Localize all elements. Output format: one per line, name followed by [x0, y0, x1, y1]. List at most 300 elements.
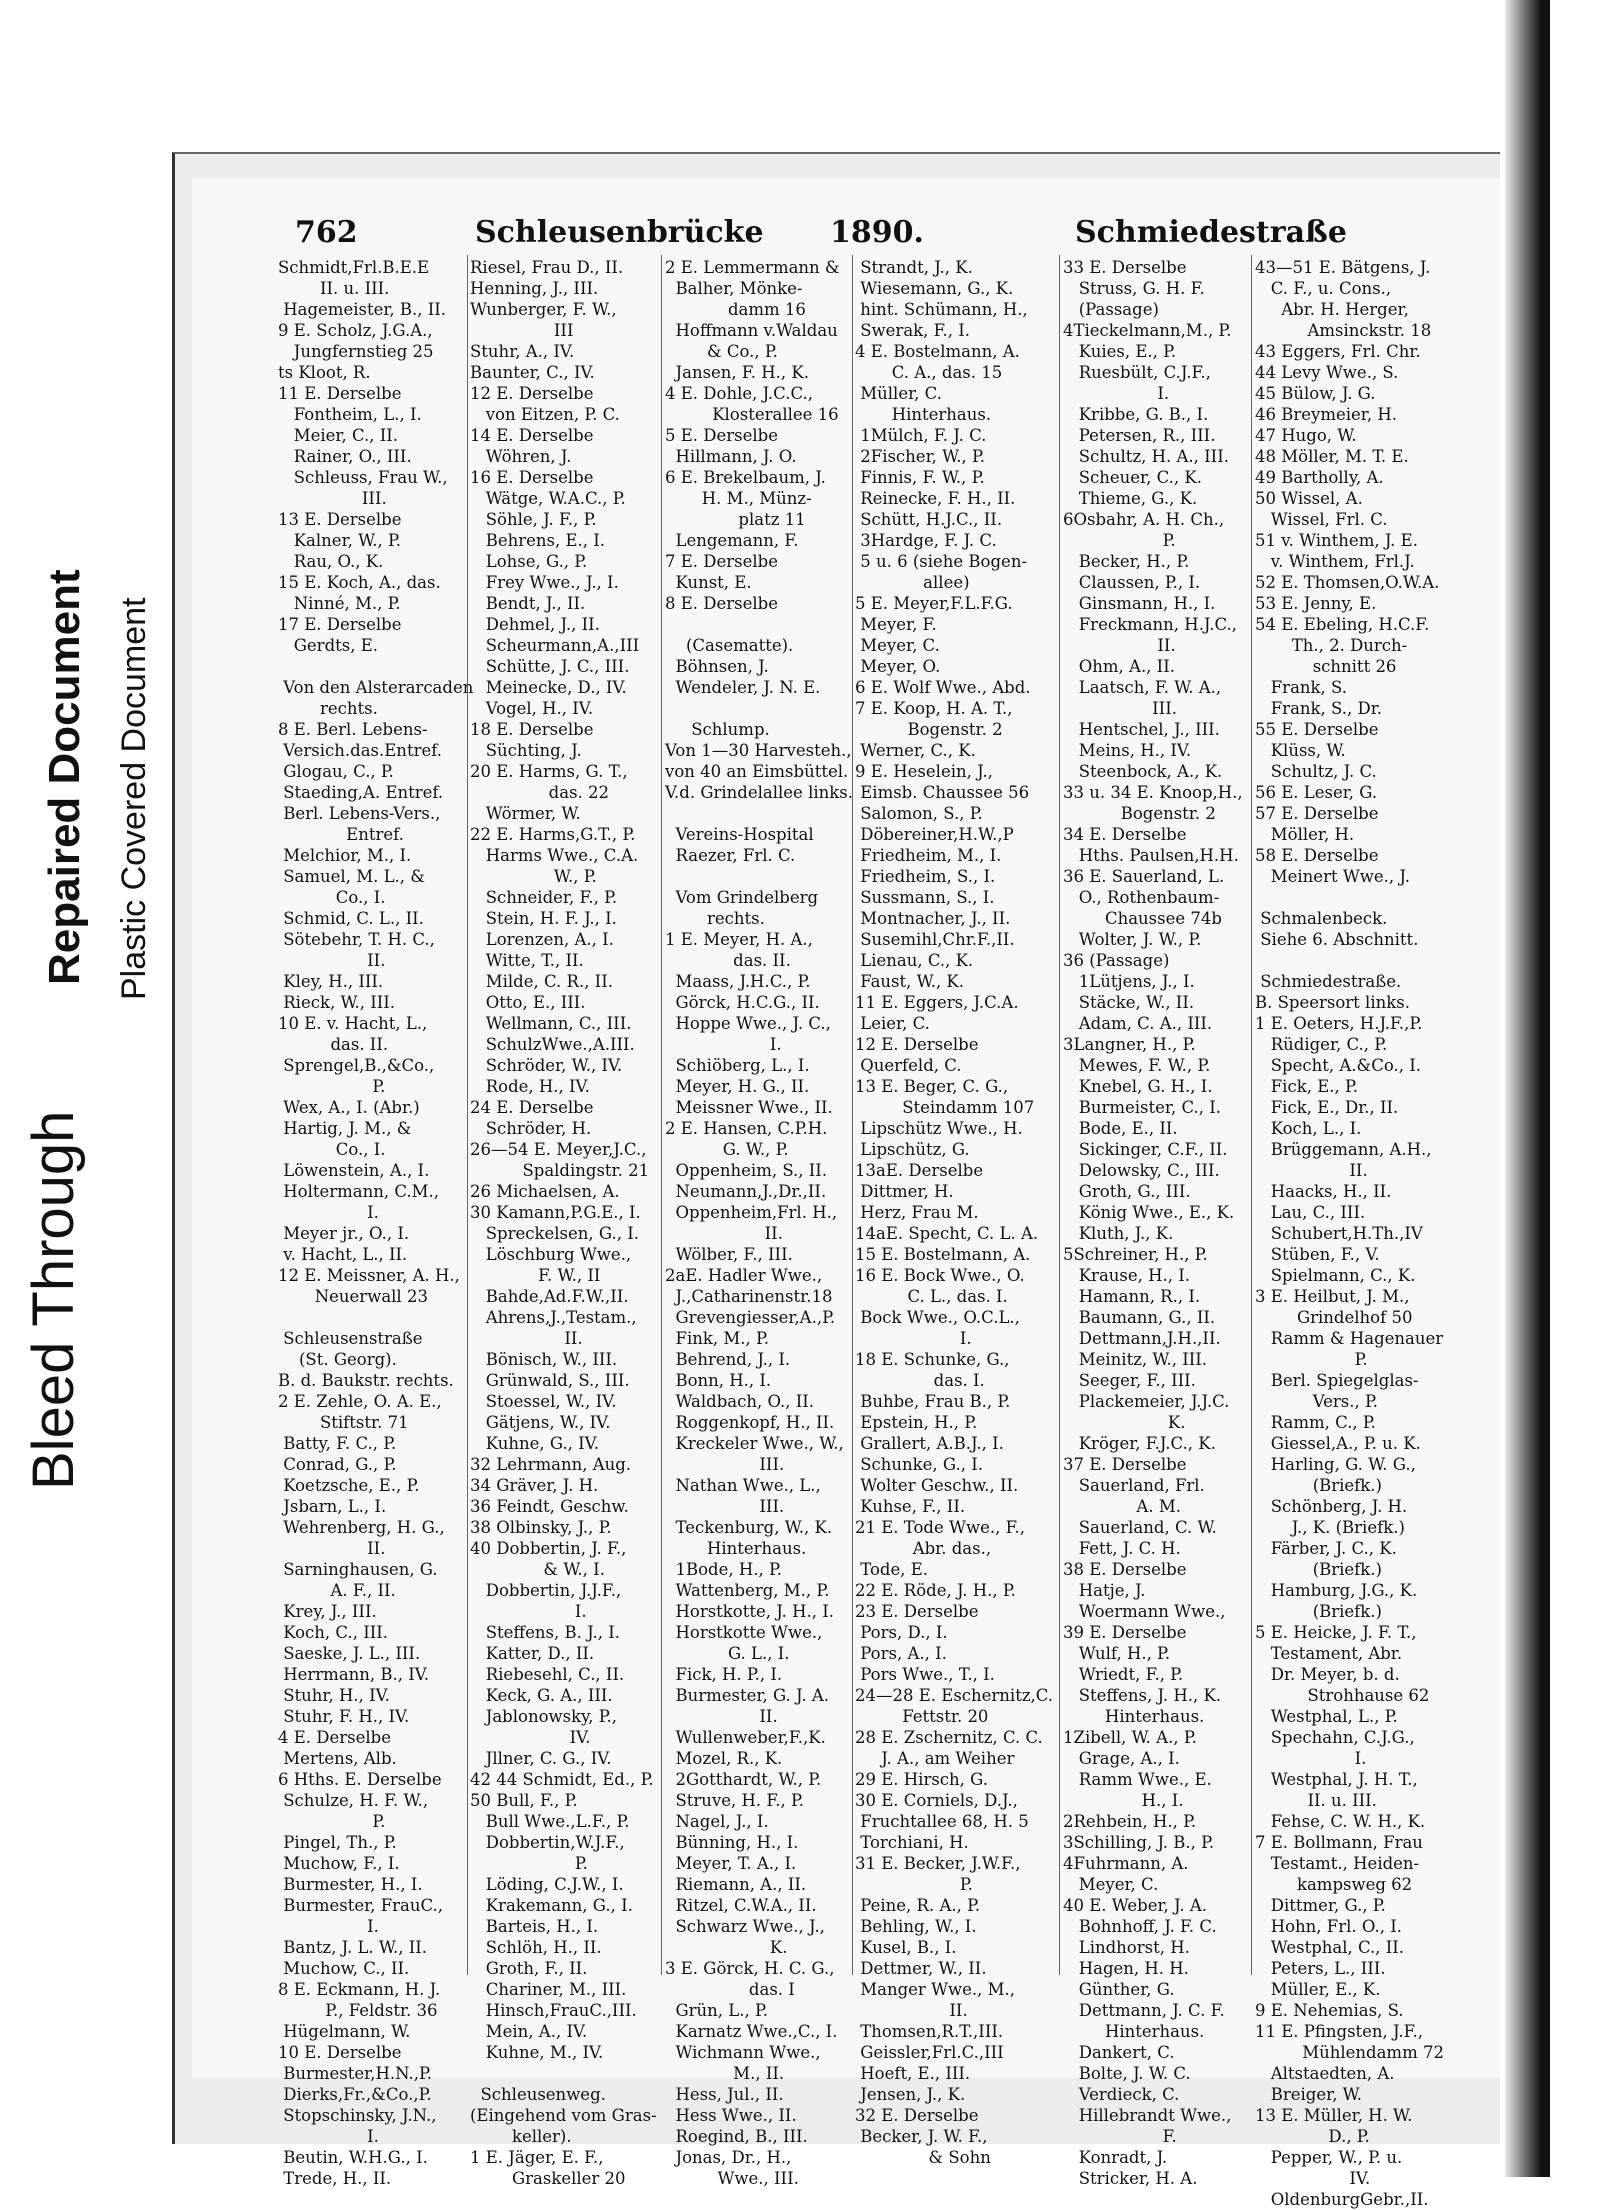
directory-line: 24 E. Derselbe [470, 1098, 594, 1117]
directory-line: Melchior, M., I. [278, 846, 412, 865]
directory-line: 14 E. Derselbe [470, 426, 594, 445]
directory-line: Tode, E. [855, 1560, 929, 1579]
directory-line: Groth, F., II. [470, 1959, 588, 1978]
directory-line: Löschburg Wwe., [470, 1245, 632, 1264]
directory-line: 1Zibell, W. A., P. [1063, 1728, 1197, 1747]
directory-line: G. W., P. [665, 1140, 789, 1159]
directory-line: Hentschel, J., III. [1063, 720, 1220, 739]
directory-line: 8 E. Eckmann, H. J. [278, 1980, 441, 1999]
directory-line: Von 1—30 Harvesteh., [665, 741, 852, 760]
directory-line: 11 E. Derselbe [278, 384, 402, 403]
directory-line: II. [665, 1224, 783, 1243]
directory-line: 45 Bülow, J. G. [1255, 384, 1376, 403]
directory-line: Sussmann, S., I. [855, 888, 995, 907]
directory-line: & W., I. [470, 1560, 605, 1579]
directory-column-6 [1255, 257, 1455, 2210]
directory-line: Chaussee 74b [1063, 909, 1222, 928]
directory-line: Oppenheim,Frl. H., [665, 1203, 838, 1222]
directory-line: II. u. III. [278, 279, 390, 298]
directory-line: Söhle, J. F., P. [470, 510, 597, 529]
directory-line: Jungfernstieg 25 [278, 342, 434, 361]
directory-line: III. [665, 1497, 785, 1516]
directory-line: 1 E. Meyer, H. A., [665, 930, 813, 949]
directory-line: Rode, H., IV. [470, 1077, 590, 1096]
directory-line: Kusel, B., I. [855, 1938, 957, 1957]
directory-line: 14aE. Specht, C. L. A. [855, 1224, 1039, 1243]
directory-line: Bock Wwe., O.C.L., [855, 1308, 1020, 1327]
directory-line: Fett, J. C. H. [1063, 1539, 1181, 1558]
directory-line: Stäcke, W., II. [1063, 993, 1195, 1012]
directory-line: Schröder, W., IV. [470, 1056, 623, 1075]
directory-line: Schubert,H.Th.,IV [1255, 1224, 1423, 1243]
directory-line: Karnatz Wwe.,C., I. [665, 2022, 838, 2041]
directory-line: Dittmer, G., P. [1255, 1896, 1386, 1915]
directory-line: Rieck, W., III. [278, 993, 396, 1012]
directory-line: Vom Grindelberg [665, 888, 819, 907]
directory-line: Ritzel, C.W.A., II. [665, 1896, 817, 1915]
directory-line: 39 E. Derselbe [1063, 1623, 1187, 1642]
directory-line: Hinterhaus. [1063, 1707, 1205, 1726]
directory-line: 9 E. Heselein, J., [855, 762, 993, 781]
directory-line: 40 E. Weber, J. A. [1063, 1896, 1208, 1915]
directory-line: Verdieck, C. [1063, 2085, 1180, 2104]
directory-line: Specht, A.&Co., I. [1255, 1056, 1421, 1075]
directory-line: Meyer, O. [855, 657, 941, 676]
directory-line: 4 E. Dohle, J.C.C., [665, 384, 813, 403]
directory-line: IV. [470, 1728, 591, 1747]
directory-line: Beutin, W.H.G., I. [278, 2148, 428, 2167]
directory-line: Spechahn, C.J.G., [1255, 1728, 1415, 1747]
directory-line: Lengemann, F. [665, 531, 799, 550]
directory-line: (Passage) [1063, 300, 1159, 319]
directory-line: 12 E. Derselbe [470, 384, 594, 403]
directory-line: Meyer, F. [855, 615, 937, 634]
directory-line: 48 Möller, M. T. E. [1255, 447, 1409, 466]
directory-line: G. L., I. [665, 1644, 790, 1663]
directory-line: Susemihl,Chr.F.,II. [855, 930, 1015, 949]
directory-line: Kluth, J., K. [1063, 1224, 1174, 1243]
directory-line: V.d. Grindelallee links. [665, 783, 853, 802]
directory-line: Hohn, Frl. O., I. [1255, 1917, 1402, 1936]
directory-line [665, 698, 875, 719]
directory-line: Berl. Lebens-Vers., [278, 804, 441, 823]
directory-line: Thomsen,R.T.,III. [855, 2022, 1004, 2041]
directory-line: Riebesehl, C., II. [470, 1665, 625, 1684]
directory-line: Meyer jr., O., I. [278, 1224, 410, 1243]
directory-line: Grün, L., P. [665, 2001, 768, 2020]
directory-line: Rau, O., K. [278, 552, 384, 571]
directory-line: 16 E. Bock Wwe., O. [855, 1266, 1025, 1285]
directory-line: Ninné, M., P. [278, 594, 401, 613]
directory-line: Hügelmann, W. [278, 2022, 411, 2041]
directory-line: Dierks,Fr.,&Co.,P. [278, 2085, 432, 2104]
header-year: 1890. [830, 215, 924, 250]
directory-line: II. [1255, 1161, 1368, 1180]
directory-line: Bogenstr. 2 [1063, 804, 1216, 823]
directory-line: Schmiedestraße. [1255, 972, 1402, 991]
directory-line: 8 E. Derselbe [665, 594, 778, 613]
directory-line: Lohse, G., P. [470, 552, 588, 571]
directory-line: F. [1063, 2127, 1177, 2146]
directory-line: Holtermann, C.M., [278, 1182, 440, 1201]
directory-line: (Briefk.) [1255, 1476, 1382, 1495]
directory-line: Wöhren, J. [470, 447, 572, 466]
directory-line: I. [1255, 1749, 1367, 1768]
directory-line: Westphal, J. H. T., [1255, 1770, 1418, 1789]
directory-line [470, 2063, 680, 2084]
directory-line: Bolte, J. W. C. [1063, 2064, 1191, 2083]
directory-line: Bünning, H., I. [665, 1833, 799, 1852]
directory-line: Bode, E., II. [1063, 1119, 1178, 1138]
directory-line: A. F., II. [278, 1581, 396, 1600]
directory-line: Steffens, J. H., K. [1063, 1686, 1222, 1705]
directory-line: H., I. [1063, 1791, 1184, 1810]
directory-line: Fehse, C. W. H., K. [1255, 1812, 1426, 1831]
directory-line: 6 E. Brekelbaum, J. [665, 468, 826, 487]
directory-line: Scheuer, C., K. [1063, 468, 1202, 487]
directory-line: Abr. das., [855, 1539, 992, 1558]
directory-line: Ramm, C., P. [1255, 1413, 1376, 1432]
directory-line: Keck, G. A., III. [470, 1686, 613, 1705]
directory-line: 7 E. Koop, H. A. T., [855, 699, 1013, 718]
directory-line: Günther, G. [1063, 1980, 1175, 1999]
directory-line: Riemann, A., II. [665, 1875, 807, 1894]
directory-line: I. [278, 1917, 379, 1936]
directory-line: Fettstr. 20 [855, 1707, 989, 1726]
directory-line: 18 E. Derselbe [470, 720, 594, 739]
directory-line: Ohm, A., II. [1063, 657, 1175, 676]
directory-line: Haacks, H., II. [1255, 1182, 1392, 1201]
directory-line: Staeding,A. Entref. [278, 783, 444, 802]
directory-line: Pepper, W., P. u. [1255, 2148, 1403, 2167]
directory-line: Jsbarn, L., I. [278, 1497, 387, 1516]
directory-line: 3Hardge, F. J. C. [855, 531, 997, 550]
directory-line: Grünwald, S., III. [470, 1371, 630, 1390]
side-label-repaired-document: Repaired Document [40, 569, 89, 985]
directory-line: Wattenberg, M., P. [665, 1581, 830, 1600]
directory-line: Schleusenstraße [278, 1329, 423, 1348]
directory-line: Groth, G., III. [1063, 1182, 1191, 1201]
directory-line: Schiöberg, L., I. [665, 1056, 810, 1075]
directory-line [665, 803, 875, 824]
directory-line: Gätjens, W., IV. [470, 1413, 611, 1432]
directory-line: Klüss, W. [1255, 741, 1346, 760]
directory-line: II. [665, 1707, 778, 1726]
directory-line: Giessel,A., P. u. K. [1255, 1434, 1421, 1453]
directory-line: Kley, H., III. [278, 972, 384, 991]
directory-line: Schönberg, J. H. [1255, 1497, 1408, 1516]
directory-line: Friedheim, M., I. [855, 846, 1002, 865]
directory-line: Mertens, Alb. [278, 1749, 397, 1768]
directory-line: 3 E. Görck, H. C. G., [665, 1959, 835, 1978]
directory-line: Burmester, FrauC., [278, 1896, 444, 1915]
directory-line: 3 E. Heilbut, J. M., [1255, 1287, 1410, 1306]
directory-line: 26 Michaelsen, A. [470, 1182, 620, 1201]
directory-line: Steenbock, A., K. [1063, 762, 1223, 781]
directory-line: Hillmann, J. O. [665, 447, 797, 466]
directory-line: 11 E. Pfingsten, J.F., [1255, 2022, 1423, 2041]
directory-line: Wendeler, J. N. E. [665, 678, 821, 697]
directory-line: J. A., am Weiher [855, 1749, 1015, 1768]
directory-line: Entref. [278, 825, 404, 844]
directory-line: Abr. H. Herger, [1255, 300, 1409, 319]
directory-line: Meinert Wwe., J. [1255, 867, 1410, 886]
directory-line: Stiftstr. 71 [278, 1413, 409, 1432]
directory-line: Thieme, G., K. [1063, 489, 1198, 508]
directory-line: Hinterhaus. [1063, 2022, 1205, 2041]
directory-line: Stuhr, A., IV. [470, 342, 575, 361]
directory-line: Chariner, M., III. [470, 1980, 627, 1999]
directory-line: 16 E. Derselbe [470, 468, 594, 487]
directory-line: Hinterhaus. [855, 405, 992, 424]
directory-line: M., II. [665, 2064, 785, 2083]
directory-line: Müller, E., K. [1255, 1980, 1381, 1999]
directory-line: Stuhr, F. H., IV. [278, 1707, 410, 1726]
directory-line: Stricker, H. A. [1063, 2169, 1198, 2188]
directory-line: Oppenheim, S., II. [665, 1161, 828, 1180]
directory-line: 22 E. Harms,G.T., P. [470, 825, 636, 844]
directory-line: Siehe 6. Abschnitt. [1255, 930, 1419, 949]
directory-line: Grage, A., I. [1063, 1749, 1180, 1768]
directory-line: Koetzsche, E., P. [278, 1476, 420, 1495]
directory-line: von 40 an Eimsbüttel. [665, 762, 849, 781]
directory-line: Färber, J. C., K. [1255, 1539, 1397, 1558]
directory-line: 13 E. Beger, C. G., [855, 1077, 1009, 1096]
directory-line: Epstein, H., P. [855, 1413, 978, 1432]
directory-line: Frank, S. [1255, 678, 1347, 697]
directory-line: Schlump. [665, 720, 770, 739]
page-header [295, 215, 1347, 255]
directory-line: Hatje, J. [1063, 1581, 1146, 1600]
directory-line: Waldbach, O., II. [665, 1392, 815, 1411]
directory-line: Behling, W., I. [855, 1917, 977, 1936]
directory-line: Kunst, E. [665, 573, 752, 592]
directory-line: Steffens, B. J., I. [470, 1623, 620, 1642]
directory-line: 2 E. Zehle, O. A. E., [278, 1392, 442, 1411]
directory-line: Eimsb. Chaussee 56 [855, 783, 1030, 802]
directory-line: Burmester,H.N.,P. [278, 2064, 432, 2083]
directory-line: 15 E. Bostelmann, A. [855, 1245, 1031, 1264]
directory-line: Claussen, P., I. [1063, 573, 1201, 592]
directory-line: II. [470, 1329, 583, 1348]
directory-line: 1Mülch, F. J. C. [855, 426, 987, 445]
directory-line: P., Feldstr. 36 [278, 2001, 438, 2020]
directory-line: 26—54 E. Meyer,J.C., [470, 1140, 647, 1159]
directory-line: das. 22 [470, 783, 610, 802]
directory-line: Dittmer, H. [855, 1182, 954, 1201]
directory-line: Bendt, J., II. [470, 594, 586, 613]
directory-line: Fick, H. P., I. [665, 1665, 783, 1684]
directory-line: 6 E. Wolf Wwe., Abd. [855, 678, 1031, 697]
directory-line: Salomon, S., P. [855, 804, 983, 823]
directory-line: Kuhse, F., II. [855, 1497, 966, 1516]
directory-line: v. Winthem, Frl.J. [1255, 552, 1415, 571]
directory-line: (Eingehend vom Gras- [470, 2106, 657, 2125]
directory-line: Hoffmann v.Waldau [665, 321, 838, 340]
directory-column-5 [1063, 257, 1263, 2189]
directory-line: Geissler,Frl.C.,III [855, 2043, 1004, 2062]
directory-line: Schmid, C. L., II. [278, 909, 424, 928]
directory-line: Vogel, H., IV. [470, 699, 594, 718]
directory-line: Wullenweber,F.,K. [665, 1728, 826, 1747]
directory-line: Hagen, H. H. [1063, 1959, 1189, 1978]
directory-line: 1 E. Jäger, E. F., [470, 2148, 604, 2167]
directory-line: Berl. Spiegelglas- [1255, 1371, 1419, 1390]
side-label-bleed-through: Bleed Through [21, 1110, 86, 1490]
directory-line: hint. Schümann, H., [855, 300, 1028, 319]
directory-line: Harling, G. W. G., [1255, 1455, 1416, 1474]
directory-line: 36 E. Sauerland, L. [1063, 867, 1225, 886]
directory-line: Meier, C., II. [278, 426, 399, 445]
directory-line: v. Hacht, L., II. [278, 1245, 408, 1264]
directory-line: Montnacher, J., II. [855, 909, 1011, 928]
directory-line: Nathan Wwe., L., [665, 1476, 821, 1495]
directory-line: 46 Breymeier, H. [1255, 405, 1397, 424]
directory-line: rechts. [665, 909, 765, 928]
directory-line: 1 E. Oeters, H.J.F.,P. [1255, 1014, 1423, 1033]
directory-line: Rüdiger, C., P. [1255, 1035, 1388, 1054]
directory-line: Ginsmann, H., I. [1063, 594, 1216, 613]
directory-line: I. [1063, 384, 1170, 403]
directory-line: 5 E. Meyer,F.L.F.G. [855, 594, 1013, 613]
directory-line: Mewes, F. W., P. [1063, 1056, 1211, 1075]
directory-line: Wriedt, F., P. [1063, 1665, 1184, 1684]
directory-line: 12 E. Meissner, A. H., [278, 1266, 460, 1285]
directory-line: Seeger, F., III. [1063, 1371, 1196, 1390]
directory-line: I. [665, 1035, 782, 1054]
directory-line: W., P. [470, 867, 597, 886]
directory-line: II. [278, 951, 386, 970]
directory-line: 47 Hugo, W. [1255, 426, 1357, 445]
directory-line: Batty, F. C., P. [278, 1434, 397, 1453]
directory-line: C. L., das. I. [855, 1287, 1008, 1306]
directory-line: Kuhne, M., IV. [470, 2043, 604, 2062]
directory-line: Vereins-Hospital [665, 825, 814, 844]
directory-line: Stopschinsky, J.N., [278, 2106, 437, 2125]
directory-line: Mein, A., IV. [470, 2022, 588, 2041]
directory-line: Scheurmann,A.,III [470, 636, 640, 655]
directory-line: II. [855, 2001, 968, 2020]
directory-line: Roegind, B., III. [665, 2127, 808, 2146]
directory-line: 5 u. 6 (siehe Bogen- [855, 552, 1028, 571]
directory-line: Nagel, J., I. [665, 1812, 769, 1831]
directory-line: Behrens, E., I. [470, 531, 606, 550]
directory-line: 6Osbahr, A. H. Ch., [1063, 510, 1225, 529]
directory-line: Lipschütz, G. [855, 1140, 970, 1159]
directory-line: Trede, H., II. [278, 2169, 392, 2188]
directory-line: Fruchtallee 68, H. 5 [855, 1812, 1029, 1831]
directory-line: 2 E. Hansen, C.P.H. [665, 1119, 828, 1138]
directory-line: Meyer, H. G., II. [665, 1077, 810, 1096]
directory-line: 28 E. Zschernitz, C. C. [855, 1728, 1043, 1747]
header-right-street: Schmiedestraße [1075, 215, 1347, 250]
directory-line: Sauerland, Frl. [1063, 1476, 1205, 1495]
directory-line: 4 E. Bostelmann, A. [855, 342, 1020, 361]
directory-line: P. [278, 1077, 386, 1096]
directory-line: Ahrens,J.,Testam., [470, 1308, 637, 1327]
directory-line: Werner, C., K. [855, 741, 976, 760]
directory-line: 52 E. Thomsen,O.W.A. [1255, 573, 1440, 592]
directory-line: Woermann Wwe., [1063, 1602, 1226, 1621]
directory-line: Wiesemann, G., K. [855, 279, 1014, 298]
directory-line: C. F., u. Cons., [1255, 279, 1392, 298]
directory-line: Klosterallee 16 [665, 405, 839, 424]
directory-line: Dehmel, J., II. [470, 615, 600, 634]
directory-line: II. [278, 1539, 386, 1558]
directory-line: 29 E. Hirsch, G. [855, 1770, 988, 1789]
directory-line: 34 E. Derselbe [1063, 825, 1187, 844]
directory-line: 5Schreiner, H., P. [1063, 1245, 1208, 1264]
directory-line: Ramm & Hagenauer [1255, 1329, 1444, 1348]
directory-line: Versich.das.Entref. [278, 741, 442, 760]
directory-line: 21 E. Tode Wwe., F., [855, 1518, 1025, 1537]
directory-line: Milde, C. R., II. [470, 972, 613, 991]
directory-line: Görck, H.C.G., II. [665, 993, 820, 1012]
page-number: 762 [295, 215, 358, 250]
directory-line: I. [278, 1203, 379, 1222]
directory-line: Wex, A., I. (Abr.) [278, 1098, 420, 1117]
directory-line [1255, 887, 1455, 908]
directory-line: I. [278, 2127, 379, 2146]
directory-line: & Co., P. [665, 342, 778, 361]
directory-line: Schmalenbeck. [1255, 909, 1388, 928]
directory-line: Schulze, H. F. W., [278, 1791, 429, 1810]
directory-column-3 [665, 257, 875, 2189]
directory-line: 51 v. Winthem, J. E. [1255, 531, 1418, 550]
directory-line: Meyer, T. A., I. [665, 1854, 797, 1873]
directory-line: Kalner, W., P. [278, 531, 401, 550]
directory-line: A. M. [1063, 1497, 1181, 1516]
directory-line: Wunberger, F. W., [470, 300, 617, 319]
directory-line: Amsinckstr. 18 [1255, 321, 1432, 340]
directory-line: 2 E. Lemmermann & [665, 258, 840, 277]
directory-line: Ruesbült, C.J.F., [1063, 363, 1211, 382]
directory-line: Faust, W., K. [855, 972, 965, 991]
directory-line: Friedheim, S., I. [855, 867, 996, 886]
directory-line: 12 E. Derselbe [855, 1035, 979, 1054]
directory-line: Löding, C.J.W., I. [470, 1875, 624, 1894]
directory-line: 53 E. Jenny, E. [1255, 594, 1377, 613]
directory-line: Graskeller 20 [470, 2169, 626, 2188]
directory-line: K. [665, 1938, 788, 1957]
directory-line: Petersen, R., III. [1063, 426, 1216, 445]
directory-line: Harms Wwe., C.A. [470, 846, 639, 865]
directory-line: Lau, C., III. [1255, 1203, 1366, 1222]
directory-line: Jonas, Dr., H., [665, 2148, 792, 2167]
directory-line: 13 E. Derselbe [278, 510, 402, 529]
directory-line: Manger Wwe., M., [855, 1980, 1016, 1999]
directory-line: Hoeft, E., III. [855, 2064, 971, 2083]
directory-line: Westphal, C., II. [1255, 1938, 1405, 1957]
directory-line: Schunke, G., I. [855, 1455, 984, 1474]
directory-line: Schütt, H.J.C., II. [855, 510, 1003, 529]
directory-line: 31 E. Becker, J.W.F., [855, 1854, 1021, 1873]
directory-column-4 [855, 257, 1065, 2168]
directory-line: 24—28 E. Eschernitz,C. [855, 1686, 1054, 1705]
directory-line: Buhbe, Frau B., P. [855, 1392, 1011, 1411]
directory-line: Dettmer, W., II. [855, 1959, 987, 1978]
directory-line: 20 E. Harms, G. T., [470, 762, 628, 781]
directory-line: Koch, L., I. [1255, 1119, 1362, 1138]
directory-line: Pors, A., I. [855, 1644, 947, 1663]
directory-line: Pingel, Th., P. [278, 1833, 397, 1852]
directory-line: 50 Wissel, A. [1255, 489, 1363, 508]
right-binding-strip [1505, 0, 1550, 2177]
directory-line: 2Rehbein, H., P. [1063, 1812, 1197, 1831]
directory-line: Leier, C. [855, 1014, 930, 1033]
directory-line: Wellmann, C., III. [470, 1014, 632, 1033]
directory-line: 57 E. Derselbe [1255, 804, 1379, 823]
